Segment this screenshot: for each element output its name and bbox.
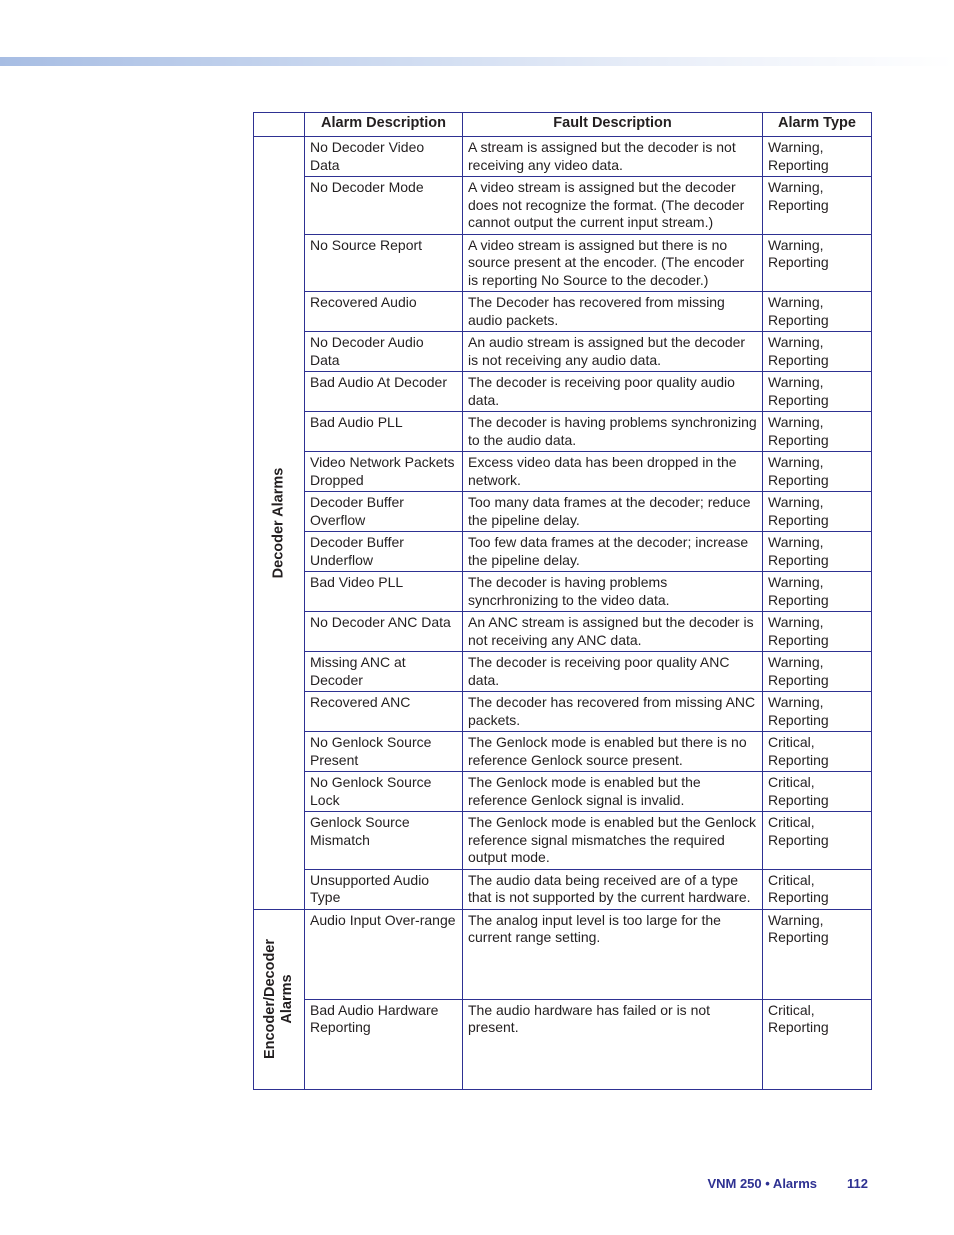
table-row <box>254 869 872 909</box>
table-row <box>254 999 872 1089</box>
alarm-description-cell: Bad Video PLL <box>305 572 463 612</box>
fault-description-cell: Too many data frames at the decoder; reduce the pipeline delay. <box>463 492 763 532</box>
table-row <box>254 332 872 372</box>
fault-description-cell: The decoder has recovered from missing ANC packets. <box>463 692 763 732</box>
fault-description-cell: The Genlock mode is enabled but the reference Genlock signal is invalid. <box>463 772 763 812</box>
table-row <box>254 292 872 332</box>
fault-description-cell: The decoder is having problems synchronizing to the audio data. <box>463 412 763 452</box>
table-row <box>254 772 872 812</box>
header-group <box>254 113 305 137</box>
alarm-type-cell: Warning, Reporting <box>763 292 872 332</box>
alarm-description-cell: Video Network Packets Dropped <box>305 452 463 492</box>
alarm-description-cell: Bad Audio At Decoder <box>305 372 463 412</box>
fault-description-cell: The decoder is having problems syncrhronizing to the video data. <box>463 572 763 612</box>
group-label: Encoder/Decoder Alarms <box>262 938 295 1060</box>
fault-description-cell: Too few data frames at the decoder; increase the pipeline delay. <box>463 532 763 572</box>
table-row <box>254 492 872 532</box>
alarm-description-cell: No Source Report <box>305 234 463 292</box>
table-row <box>254 909 872 999</box>
fault-description-cell: The Genlock mode is enabled but there is no reference Genlock source present. <box>463 732 763 772</box>
alarm-description-cell: Genlock Source Mismatch <box>305 812 463 870</box>
alarm-description-cell: Recovered ANC <box>305 692 463 732</box>
fault-description-cell: The decoder is receiving poor quality audio data. <box>463 372 763 412</box>
fault-description-cell: A video stream is assigned but the decoder does not recognize the format. (The decoder cannot output the current input stream.) <box>463 177 763 235</box>
alarm-description-cell: Bad Audio Hardware Reporting <box>305 999 463 1089</box>
alarm-type-cell: Warning, Reporting <box>763 372 872 412</box>
fault-description-cell: The audio data being received are of a type that is not supported by the current hardware. <box>463 869 763 909</box>
alarm-description-cell: Unsupported Audio Type <box>305 869 463 909</box>
table-row <box>254 612 872 652</box>
alarm-type-cell: Warning, Reporting <box>763 572 872 612</box>
alarm-description-cell: Recovered Audio <box>305 292 463 332</box>
alarm-type-cell: Warning, Reporting <box>763 492 872 532</box>
alarm-description-cell: No Genlock Source Lock <box>305 772 463 812</box>
table-body <box>254 137 872 1090</box>
alarm-type-cell: Warning, Reporting <box>763 412 872 452</box>
alarm-type-cell: Warning, Reporting <box>763 234 872 292</box>
fault-description-cell: A stream is assigned but the decoder is not receiving any video data. <box>463 137 763 177</box>
header-fault-description: Fault Description <box>463 113 763 137</box>
alarm-type-cell: Warning, Reporting <box>763 612 872 652</box>
table-row <box>254 234 872 292</box>
table-row <box>254 572 872 612</box>
fault-description-cell: The Decoder has recovered from missing audio packets. <box>463 292 763 332</box>
group-cell <box>254 909 305 1089</box>
alarm-description-cell: No Decoder ANC Data <box>305 612 463 652</box>
alarm-type-cell: Critical, Reporting <box>763 732 872 772</box>
alarm-type-cell: Warning, Reporting <box>763 652 872 692</box>
fault-description-cell: A video stream is assigned but there is no source present at the encoder. (The encoder is reporting No Source to the decoder.) <box>463 234 763 292</box>
alarm-description-cell: Bad Audio PLL <box>305 412 463 452</box>
alarm-description-cell: No Decoder Mode <box>305 177 463 235</box>
fault-description-cell: The analog input level is too large for the current range setting. <box>463 909 763 999</box>
table-row <box>254 692 872 732</box>
alarm-type-cell: Critical, Reporting <box>763 812 872 870</box>
table-row <box>254 372 872 412</box>
page-footer <box>707 1176 868 1191</box>
alarm-description-cell: Decoder Buffer Underflow <box>305 532 463 572</box>
table-row <box>254 137 872 177</box>
alarm-description-cell: No Decoder Audio Data <box>305 332 463 372</box>
header-alarm-description: Alarm Description <box>305 113 463 137</box>
table-row <box>254 732 872 772</box>
alarm-type-cell: Critical, Reporting <box>763 999 872 1089</box>
alarm-description-cell: Audio Input Over-range <box>305 909 463 999</box>
alarm-type-cell: Critical, Reporting <box>763 772 872 812</box>
table-row <box>254 812 872 870</box>
table-row <box>254 412 872 452</box>
fault-description-cell: The Genlock mode is enabled but the Genlock reference signal mismatches the required output mode. <box>463 812 763 870</box>
table-row <box>254 177 872 235</box>
table-header-row <box>254 113 872 137</box>
fault-description-cell: An audio stream is assigned but the decoder is not receiving any audio data. <box>463 332 763 372</box>
alarm-type-cell: Warning, Reporting <box>763 532 872 572</box>
alarm-type-cell: Warning, Reporting <box>763 137 872 177</box>
header-accent-bar <box>0 57 954 66</box>
alarm-description-cell: Missing ANC at Decoder <box>305 652 463 692</box>
group-cell <box>254 137 305 910</box>
page-number: 112 <box>847 1176 868 1191</box>
table-row <box>254 532 872 572</box>
fault-description-cell: An ANC stream is assigned but the decoder is not receiving any ANC data. <box>463 612 763 652</box>
alarm-description-cell: No Decoder Video Data <box>305 137 463 177</box>
alarm-type-cell: Warning, Reporting <box>763 909 872 999</box>
fault-description-cell: The decoder is receiving poor quality ANC data. <box>463 652 763 692</box>
table-row <box>254 652 872 692</box>
fault-description-cell: The audio hardware has failed or is not present. <box>463 999 763 1089</box>
header-alarm-type: Alarm Type <box>763 113 872 137</box>
footer-title: VNM 250 • Alarms <box>707 1176 818 1191</box>
alarm-description-cell: No Genlock Source Present <box>305 732 463 772</box>
alarm-type-cell: Critical, Reporting <box>763 869 872 909</box>
group-label: Decoder Alarms <box>270 467 287 579</box>
fault-description-cell: Excess video data has been dropped in the network. <box>463 452 763 492</box>
alarm-type-cell: Warning, Reporting <box>763 332 872 372</box>
alarms-table <box>253 112 872 1090</box>
alarm-type-cell: Warning, Reporting <box>763 452 872 492</box>
table-row <box>254 452 872 492</box>
alarm-type-cell: Warning, Reporting <box>763 177 872 235</box>
alarm-description-cell: Decoder Buffer Overflow <box>305 492 463 532</box>
alarm-type-cell: Warning, Reporting <box>763 692 872 732</box>
